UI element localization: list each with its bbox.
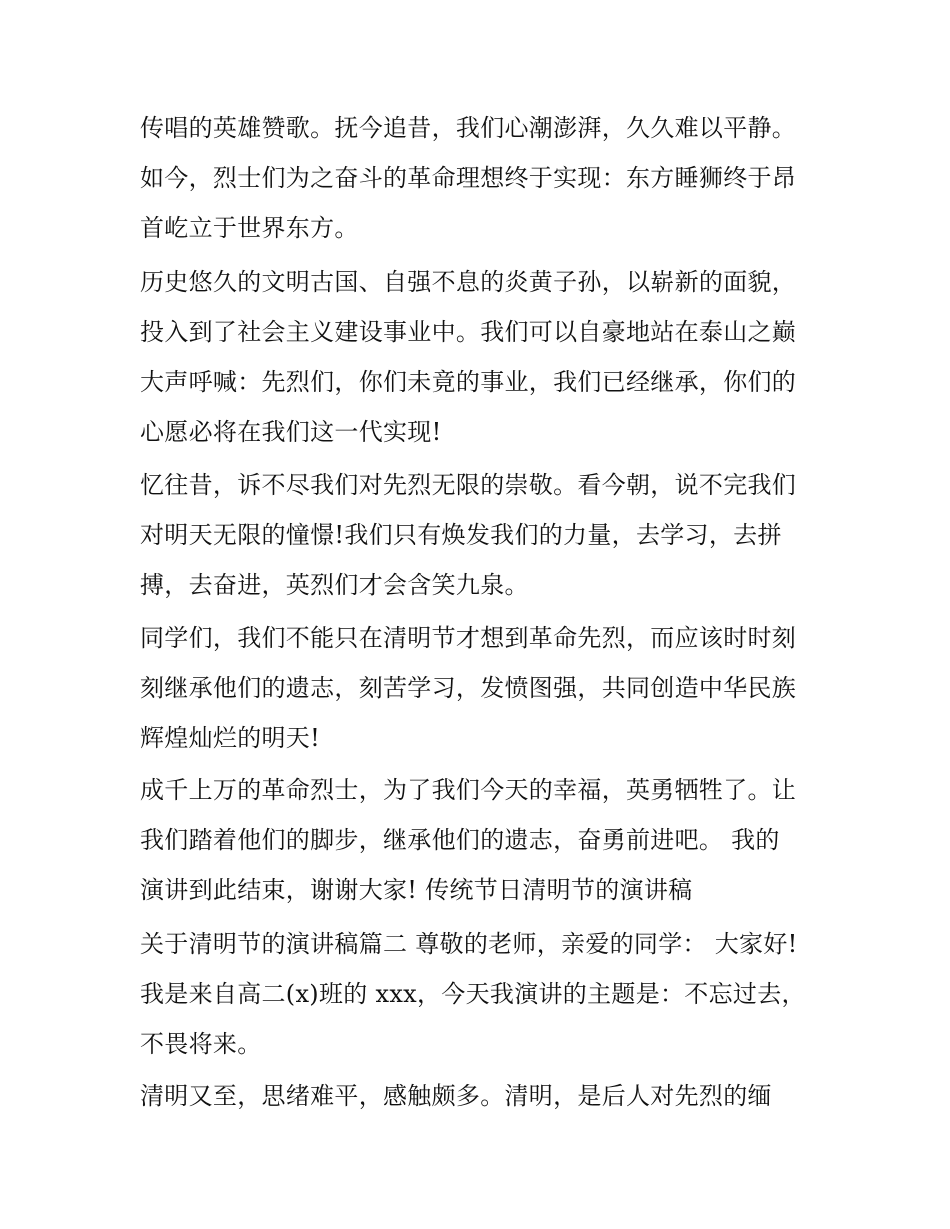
text-line: 演讲到此结束，谢谢大家! 传统节日清明节的演讲稿 [140, 876, 693, 904]
text-line: 传唱的英雄赞歌。抚今追昔，我们心潮澎湃，久久难以平静。 [140, 114, 797, 142]
text-line: 大声呼喊：先烈们，你们未竟的事业，我们已经继承，你们的 [140, 368, 797, 396]
text-line: 清明又至，思绪难平，感触颇多。清明，是后人对先烈的缅 [140, 1082, 772, 1110]
text-line: 我是来自高二(x)班的 xxx，今天我演讲的主题是：不忘过去， [140, 980, 806, 1008]
text-line: 首屹立于世界东方。 [140, 214, 359, 242]
text-line: 辉煌灿烂的明天! [140, 724, 321, 752]
text-line: 忆往昔，诉不尽我们对先烈无限的崇敬。看今朝，说不完我们 [140, 471, 797, 499]
text-line: 历史悠久的文明古国、自强不息的炎黄子孙，以崭新的面貌， [140, 268, 797, 296]
text-line: 投入到了社会主义建设事业中。我们可以自豪地站在泰山之巅 [140, 318, 797, 346]
text-line: 关于清明节的演讲稿篇二 尊敬的老师，亲爱的同学： 大家好! [140, 930, 798, 958]
text-line: 搏，去奋进，英烈们才会含笑九泉。 [140, 571, 529, 599]
text-line: 成千上万的革命烈士，为了我们今天的幸福，英勇牺牲了。让 [140, 776, 797, 804]
text-line: 同学们，我们不能只在清明节才想到革命先烈，而应该时时刻 [140, 624, 797, 652]
text-line: 心愿必将在我们这一代实现! [140, 418, 442, 446]
text-line: 刻继承他们的遗志，刻苦学习，发愤图强，共同创造中华民族 [140, 674, 797, 702]
text-line: 如今，烈士们为之奋斗的革命理想终于实现：东方睡狮终于昂 [140, 164, 797, 192]
text-line: 对明天无限的憧憬!我们只有焕发我们的力量，去学习，去拼 [140, 521, 782, 549]
text-line: 不畏将来。 [140, 1030, 262, 1058]
text-line: 我们踏着他们的脚步，继承他们的遗志，奋勇前进吧。 我的 [140, 826, 780, 854]
